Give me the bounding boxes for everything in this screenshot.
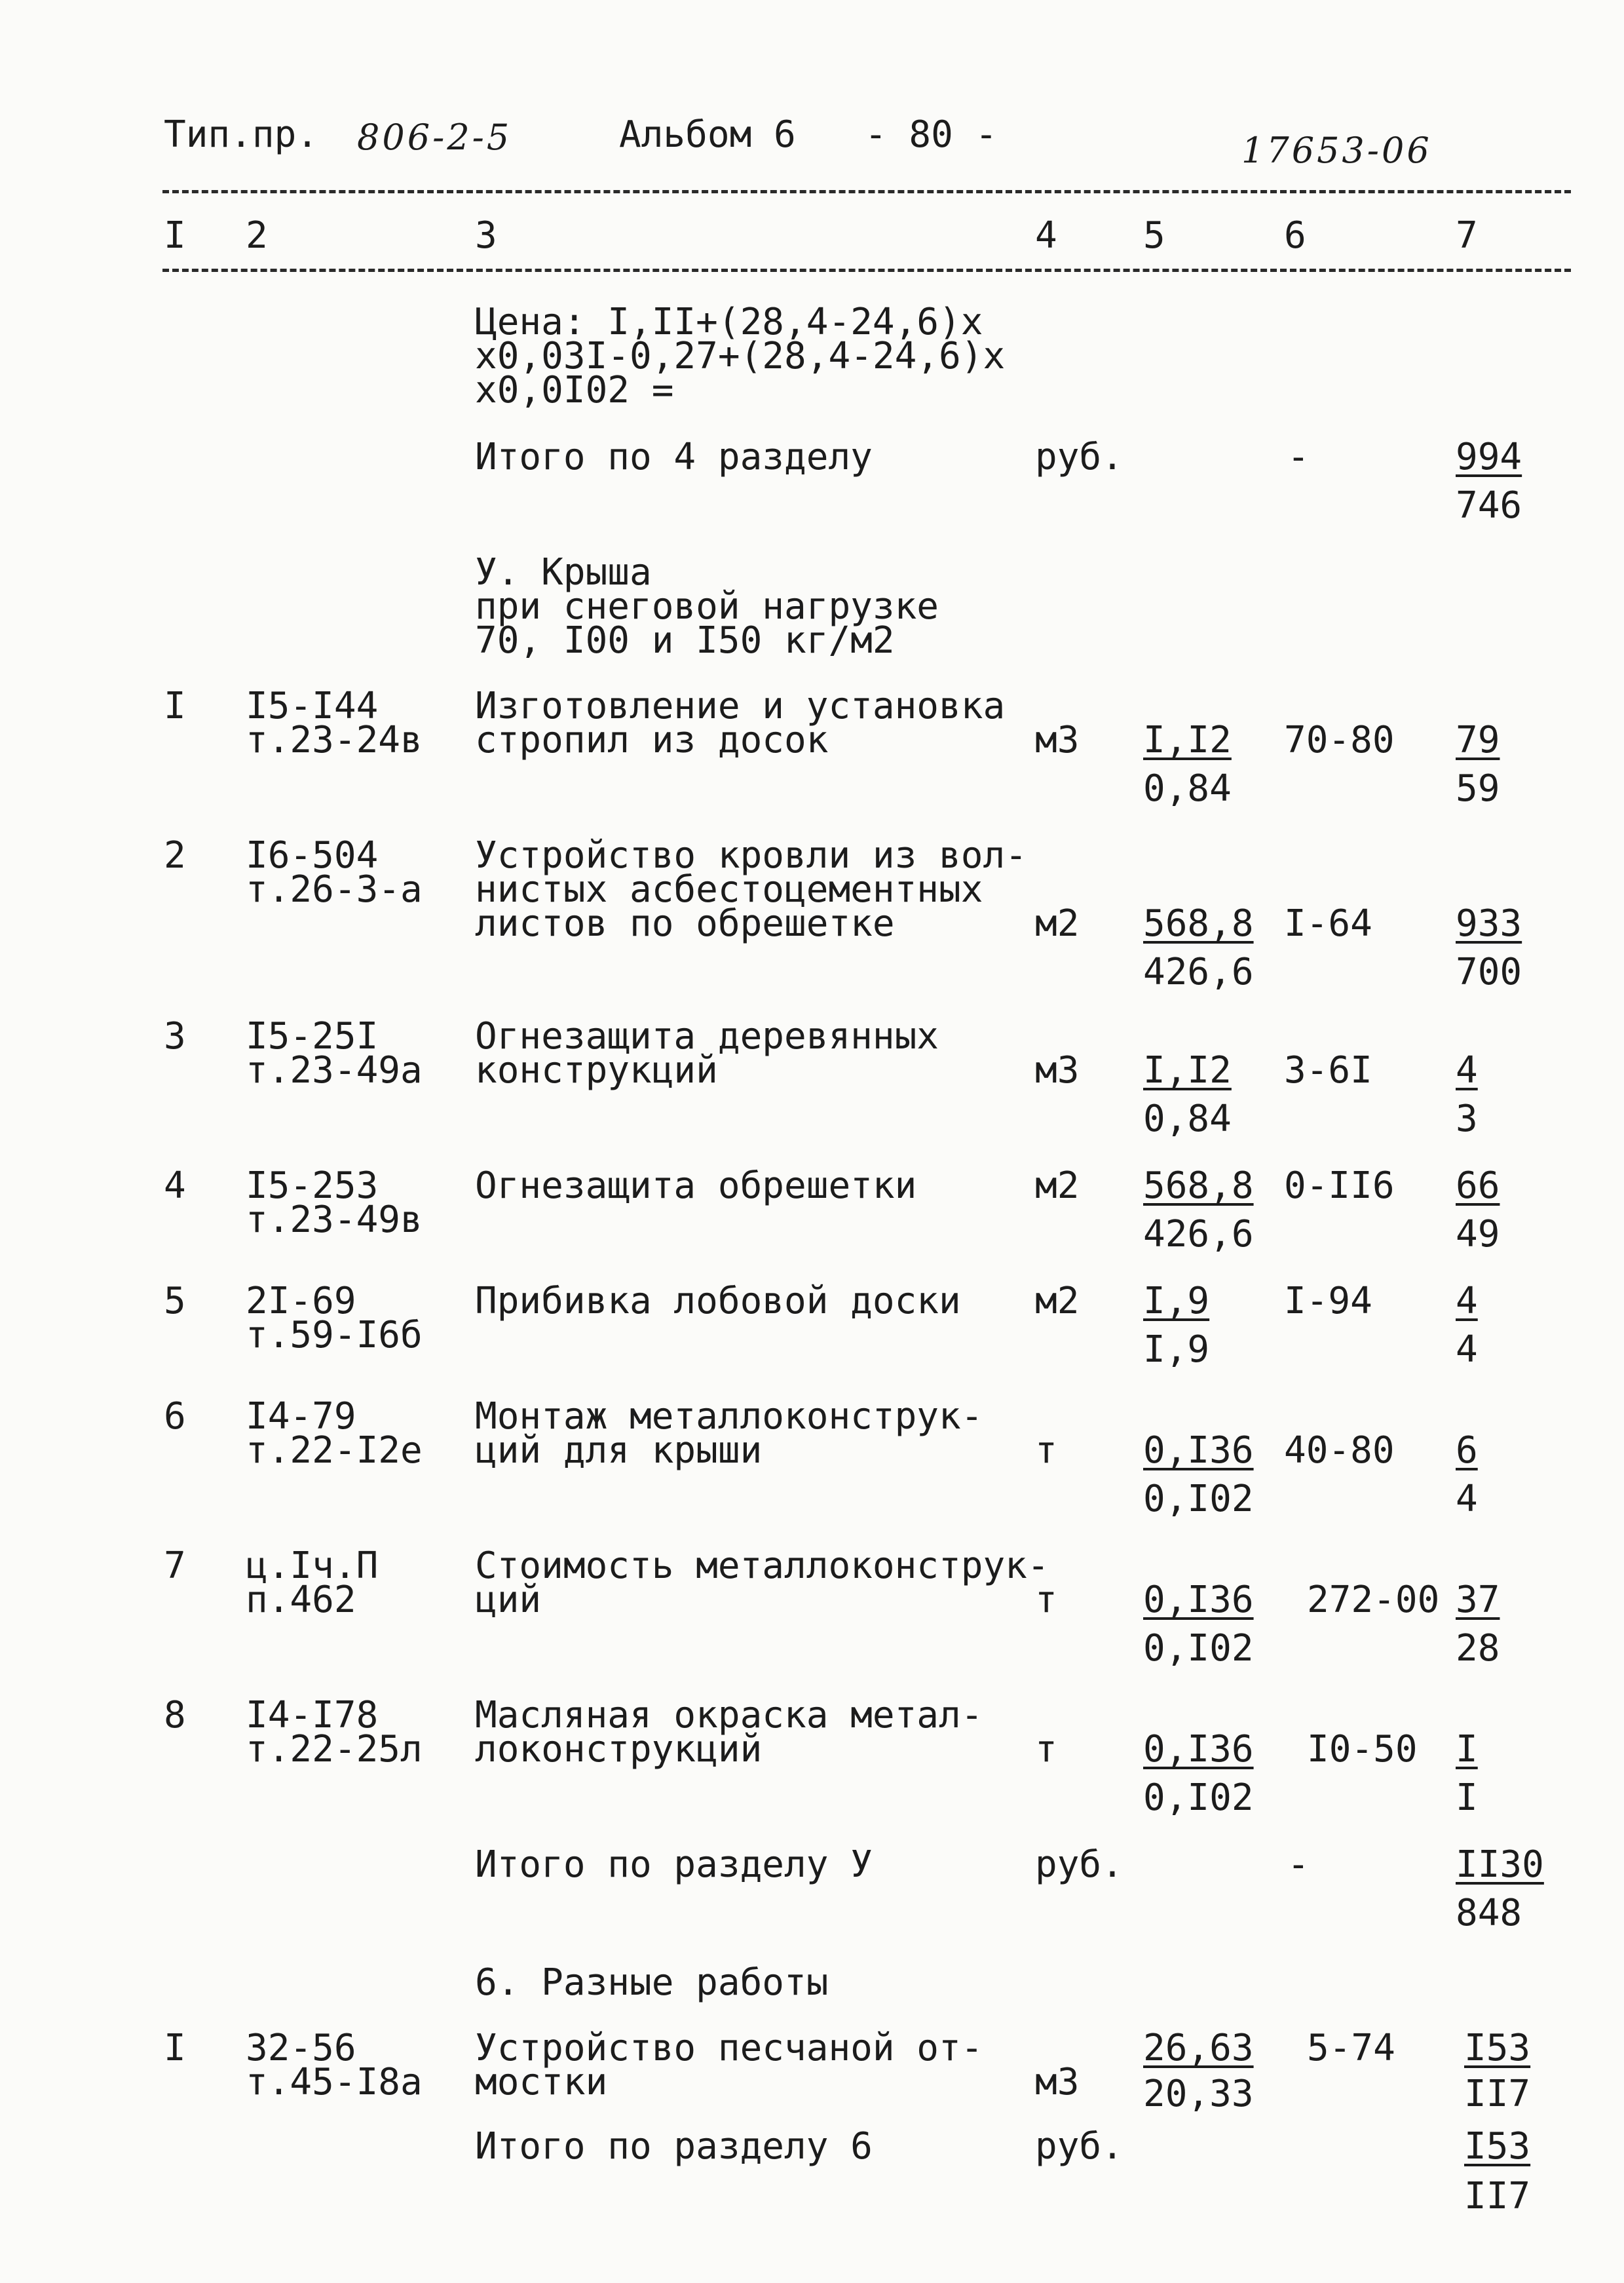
total4-cost-top: 994: [1456, 436, 1522, 478]
row-qty-bottom: 0,I02: [1143, 1478, 1254, 1520]
row-code-line-2: т.22-25л: [246, 1728, 423, 1771]
row-unit: м2: [1035, 1280, 1080, 1322]
row-number: 7: [164, 1544, 186, 1587]
header-doc-code: 17653-06: [1241, 130, 1432, 171]
divider-header: [162, 269, 1571, 272]
row-code-line-1: I6-504: [246, 834, 379, 877]
row-unit: т: [1035, 1728, 1057, 1771]
col-header-4: 4: [1035, 214, 1057, 257]
col-header-2: 2: [246, 214, 268, 257]
row-qty-bottom: 0,I02: [1143, 1776, 1254, 1819]
row-qty-top: 0,I36: [1143, 1429, 1254, 1472]
row-desc-line-2: стропил из досок: [475, 719, 829, 761]
row-cost-bottom: 4: [1456, 1478, 1478, 1520]
row-desc-line-1: Устройство песчаной от-: [475, 2027, 983, 2069]
row-desc-line-1: Масляная окраска метал-: [475, 1694, 983, 1736]
header-tip-pr-label: Тип.пр.: [164, 113, 319, 156]
row-unit: т: [1035, 1429, 1057, 1472]
row-cost-bottom: 4: [1456, 1328, 1478, 1371]
row-cost-top: 79: [1456, 719, 1500, 761]
row-qty-bottom: I,9: [1143, 1328, 1210, 1371]
header-album: Альбом 6: [619, 113, 796, 156]
total4-cost-bottom: 746: [1456, 484, 1522, 527]
row-desc-line-1: Устройство кровли из вол-: [475, 834, 1027, 877]
row-code-line-1: I4-79: [246, 1395, 356, 1438]
row-code-line-2: т.26-3-а: [246, 868, 423, 911]
row-code-line-2: т.22-I2е: [246, 1429, 423, 1472]
row-cost-bottom: I: [1456, 1776, 1478, 1819]
total6-unit: руб.: [1035, 2125, 1124, 2168]
row-price: I-94: [1284, 1280, 1372, 1322]
col-header-6: 6: [1284, 214, 1306, 257]
total5-cost-top: II30: [1456, 1843, 1544, 1886]
row-qty-bottom: 426,6: [1143, 1213, 1254, 1256]
row-cost-bottom: 28: [1456, 1627, 1500, 1670]
price-formula-line-3: x0,0I02 =: [475, 369, 674, 412]
row-qty-bottom: 0,I02: [1143, 1627, 1254, 1670]
row-unit: м3: [1035, 2061, 1080, 2103]
price-formula-line-2: x0,03I-0,27+(28,4-24,6)x: [475, 335, 1006, 377]
row-code-line-2: т.23-49а: [246, 1049, 423, 1092]
section6-title: 6. Разные работы: [475, 1961, 829, 2004]
row-price: 3-6I: [1284, 1049, 1372, 1092]
row-unit: м3: [1035, 719, 1080, 761]
row-code-line-2: т.23-24в: [246, 719, 423, 761]
total5-cost-bottom: 848: [1456, 1892, 1522, 1934]
price-formula-line-1: Цена: I,II+(28,4-24,6)x: [475, 301, 983, 343]
row-unit: м2: [1035, 902, 1080, 945]
row-code-line-2: т.23-49в: [246, 1199, 423, 1241]
row-price: I-64: [1284, 902, 1372, 945]
col-header-5: 5: [1143, 214, 1165, 257]
row-cost-bottom: 3: [1456, 1098, 1478, 1140]
section5-title-line-3: 70, I00 и I50 кг/м2: [475, 619, 895, 662]
row-code-line-1: 2I-69: [246, 1280, 356, 1322]
row-cost-bottom: 59: [1456, 767, 1500, 810]
row-desc-line-1: Изготовление и установка: [475, 685, 1006, 727]
row-qty-top: I,9: [1143, 1280, 1210, 1322]
row-desc-line-2: локонструкций: [475, 1728, 763, 1771]
row-number: 8: [164, 1694, 186, 1736]
row-code-line-2: т.59-I6б: [246, 1314, 423, 1356]
row-unit: м2: [1035, 1164, 1080, 1207]
row-cost-top: I53: [1464, 2027, 1531, 2069]
row-desc-line-2: конструкций: [475, 1049, 718, 1092]
row-desc-line-2: нистых асбестоцементных: [475, 868, 983, 911]
row-code-line-1: ц.Iч.П: [246, 1544, 379, 1587]
row-desc-line-1: Огнезащита деревянных: [475, 1015, 939, 1058]
header-page-number: - 80 -: [865, 113, 998, 156]
row-number: 3: [164, 1015, 186, 1058]
row-code-line-1: I4-I78: [246, 1694, 379, 1736]
row-cost-top: 6: [1456, 1429, 1478, 1472]
row-qty-top: 26,63: [1143, 2027, 1254, 2069]
row-desc-line-1: Прибивка лобовой доски: [475, 1280, 961, 1322]
col-header-1: I: [164, 214, 186, 257]
total5-label: Итого по разделу У: [475, 1843, 873, 1886]
section5-title-line-1: У. Крыша: [475, 551, 652, 594]
row-desc-line-3: листов по обрешетке: [475, 902, 895, 945]
row-cost-top: 933: [1456, 902, 1522, 945]
total6-cost-bottom: II7: [1464, 2175, 1531, 2217]
row-price: 0-II6: [1284, 1164, 1395, 1207]
total5-unit: руб.: [1035, 1843, 1124, 1886]
row-price: 272-00: [1307, 1579, 1440, 1621]
row-desc-line-2: мостки: [475, 2061, 608, 2103]
row-desc-line-2: ций для крыши: [475, 1429, 763, 1472]
row-cost-top: 4: [1456, 1049, 1478, 1092]
row-qty-top: I,I2: [1143, 719, 1232, 761]
col-header-7: 7: [1456, 214, 1478, 257]
row-qty-bottom: 0,84: [1143, 767, 1232, 810]
total5-col6: -: [1287, 1843, 1310, 1886]
row-qty-top: 568,8: [1143, 902, 1254, 945]
row-cost-top: 66: [1456, 1164, 1500, 1207]
row-unit: т: [1035, 1579, 1057, 1621]
row-qty-top: 568,8: [1143, 1164, 1254, 1207]
row-price: I0-50: [1307, 1728, 1418, 1771]
row-price: 5-74: [1307, 2027, 1395, 2069]
row-qty-top: 0,I36: [1143, 1728, 1254, 1771]
row-code-line-1: I5-25I: [246, 1015, 379, 1058]
divider-top: [162, 190, 1571, 193]
row-cost-bottom: 49: [1456, 1213, 1500, 1256]
row-code-line-2: п.462: [246, 1579, 356, 1621]
row-desc-line-1: Монтаж металлоконструк-: [475, 1395, 983, 1438]
col-header-3: 3: [475, 214, 497, 257]
row-code-line-1: I5-I44: [246, 685, 379, 727]
row-qty-top: I,I2: [1143, 1049, 1232, 1092]
row-price: 70-80: [1284, 719, 1395, 761]
total4-col6: -: [1287, 436, 1310, 478]
row-qty-bottom: 20,33: [1143, 2073, 1254, 2115]
header-tip-pr-number: 806-2-5: [357, 117, 512, 158]
total4-unit: руб.: [1035, 436, 1124, 478]
total4-label: Итого по 4 разделу: [475, 436, 873, 478]
row-cost-bottom: 700: [1456, 951, 1522, 993]
row-number: 6: [164, 1395, 186, 1438]
row-desc-line-1: Огнезащита обрешетки: [475, 1164, 917, 1207]
row-code-line-2: т.45-I8а: [246, 2061, 423, 2103]
row-desc-line-2: ций: [475, 1579, 542, 1621]
row-qty-top: 0,I36: [1143, 1579, 1254, 1621]
row-cost-top: I: [1456, 1728, 1478, 1771]
row-desc-line-1: Стоимость металлоконструк-: [475, 1544, 1049, 1587]
row-number: I: [164, 685, 186, 727]
row-qty-bottom: 426,6: [1143, 951, 1254, 993]
total6-label: Итого по разделу 6: [475, 2125, 873, 2168]
row-number: 5: [164, 1280, 186, 1322]
row-price: 40-80: [1284, 1429, 1395, 1472]
row-number: 4: [164, 1164, 186, 1207]
row-number: I: [164, 2027, 186, 2069]
row-cost-top: 4: [1456, 1280, 1478, 1322]
row-unit: м3: [1035, 1049, 1080, 1092]
row-qty-bottom: 0,84: [1143, 1098, 1232, 1140]
row-cost-bottom: II7: [1464, 2073, 1531, 2115]
row-code-line-1: I5-253: [246, 1164, 379, 1207]
total6-cost-top: I53: [1464, 2125, 1531, 2168]
row-code-line-1: 32-56: [246, 2027, 356, 2069]
section5-title-line-2: при снеговой нагрузке: [475, 585, 939, 628]
row-number: 2: [164, 834, 186, 877]
row-cost-top: 37: [1456, 1579, 1500, 1621]
